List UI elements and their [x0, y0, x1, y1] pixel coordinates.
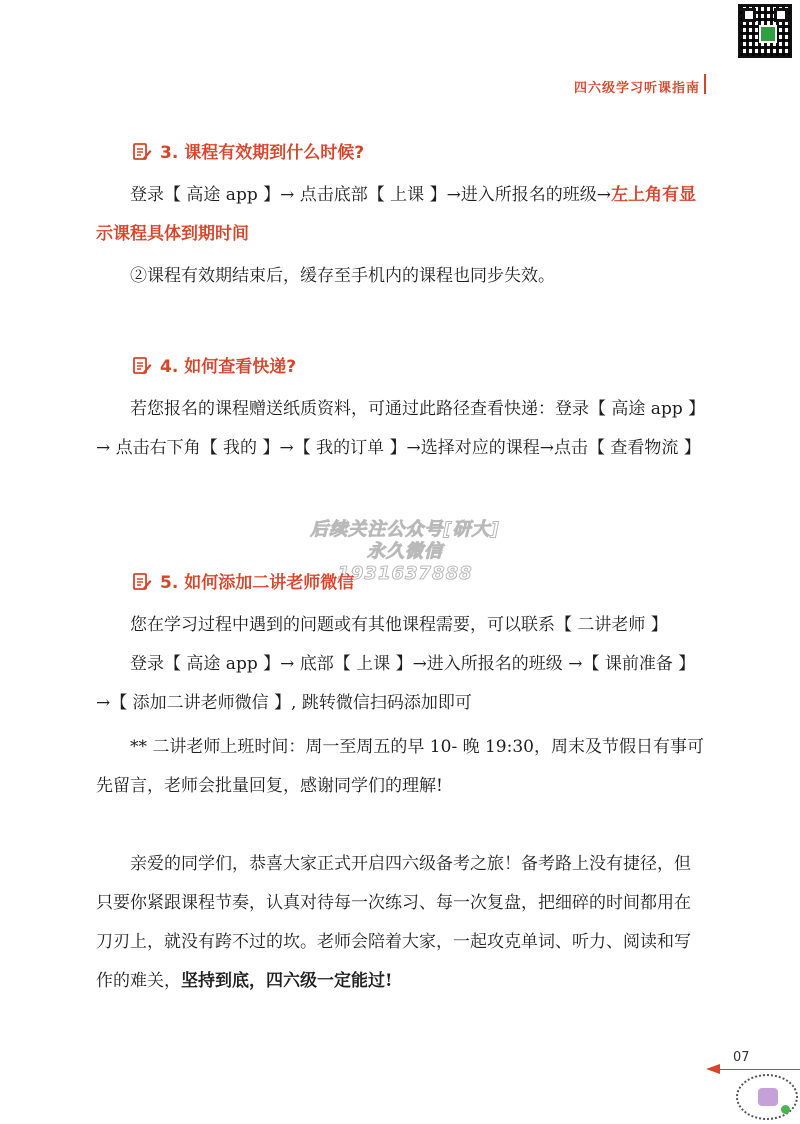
closing-text: 亲爱的同学们，恭喜大家正式开启四六级备考之旅！备考路上没有捷径，但只要你紧跟课程节奏，认真对待每一次练习、每一次复盘，把细碎的时间都用在刀刃上，就没有跨不过的坎。老师会陪着大家，一起攻克单词、听力、阅读和写作的难关， — [96, 854, 691, 991]
page-number: 07 — [733, 1050, 750, 1065]
section-3-text: 登录【 高途 app 】→ 点击底部【 上课 】→进入所报名的班级→ — [130, 185, 612, 205]
section-3-highlight: 左上角有显示课程具体到期时间 — [96, 185, 697, 244]
section-4-heading — [132, 352, 296, 377]
page-marker-line — [720, 1069, 800, 1070]
section-5-paragraph-3 — [96, 728, 706, 806]
section-5-heading — [132, 568, 354, 593]
section-3-paragraph-1 — [96, 176, 706, 254]
section-5-title: 5. 如何添加二讲老师微信 — [160, 573, 355, 593]
header-divider — [704, 74, 706, 94]
closing-paragraph — [96, 845, 706, 1001]
section-4-title: 4. 如何查看快递? — [160, 357, 297, 377]
section-5-text-3: ** 二讲老师上班时间：周一至周五的早 10- 晚 19:30，周末及节假日有事可先留言，老师会批量回复，感谢同学们的理解! — [96, 737, 704, 796]
watermark-line-2: 永久微信1931637888 — [337, 541, 473, 584]
section-5-paragraph-2 — [96, 645, 706, 723]
notepad-pencil-icon — [132, 571, 152, 591]
qr-code — [738, 4, 792, 58]
section-4-text: 若您报名的课程赠送纸质资料，可通过此路径查看快递：登录【 高途 app 】→ 点击右下角【 我的 】→【 我的订单 】→选择对应的课程→点击【 查看物流 】 — [96, 399, 706, 458]
notepad-pencil-icon — [132, 355, 152, 375]
mascot-badge — [736, 1074, 798, 1120]
watermark-line-1: 后续关注公众号[研大] — [310, 519, 500, 540]
section-5-paragraph-1 — [96, 606, 706, 645]
page-marker-triangle — [706, 1064, 720, 1074]
section-5-text-2: 登录【 高途 app 】→ 底部【 上课 】→进入所报名的班级 →【 课前准备 】→【 添加二讲老师微信 】, 跳转微信扫码添加即可 — [96, 654, 696, 713]
section-5-text-1: 您在学习过程中遇到的问题或有其他课程需要，可以联系【 二讲老师 】 — [130, 615, 668, 635]
notepad-pencil-icon — [132, 141, 152, 161]
section-3-note: ②课程有效期结束后，缓存至手机内的课程也同步失效。 — [130, 266, 555, 286]
section-4-paragraph — [96, 390, 706, 468]
section-3-paragraph-2 — [96, 257, 706, 296]
running-header: 四六级学习听课指南 — [573, 81, 700, 96]
closing-bold: 坚持到底，四六级一定能过! — [181, 971, 393, 991]
section-3-title: 3. 课程有效期到什么时候? — [160, 143, 365, 163]
section-3-heading — [132, 138, 364, 163]
